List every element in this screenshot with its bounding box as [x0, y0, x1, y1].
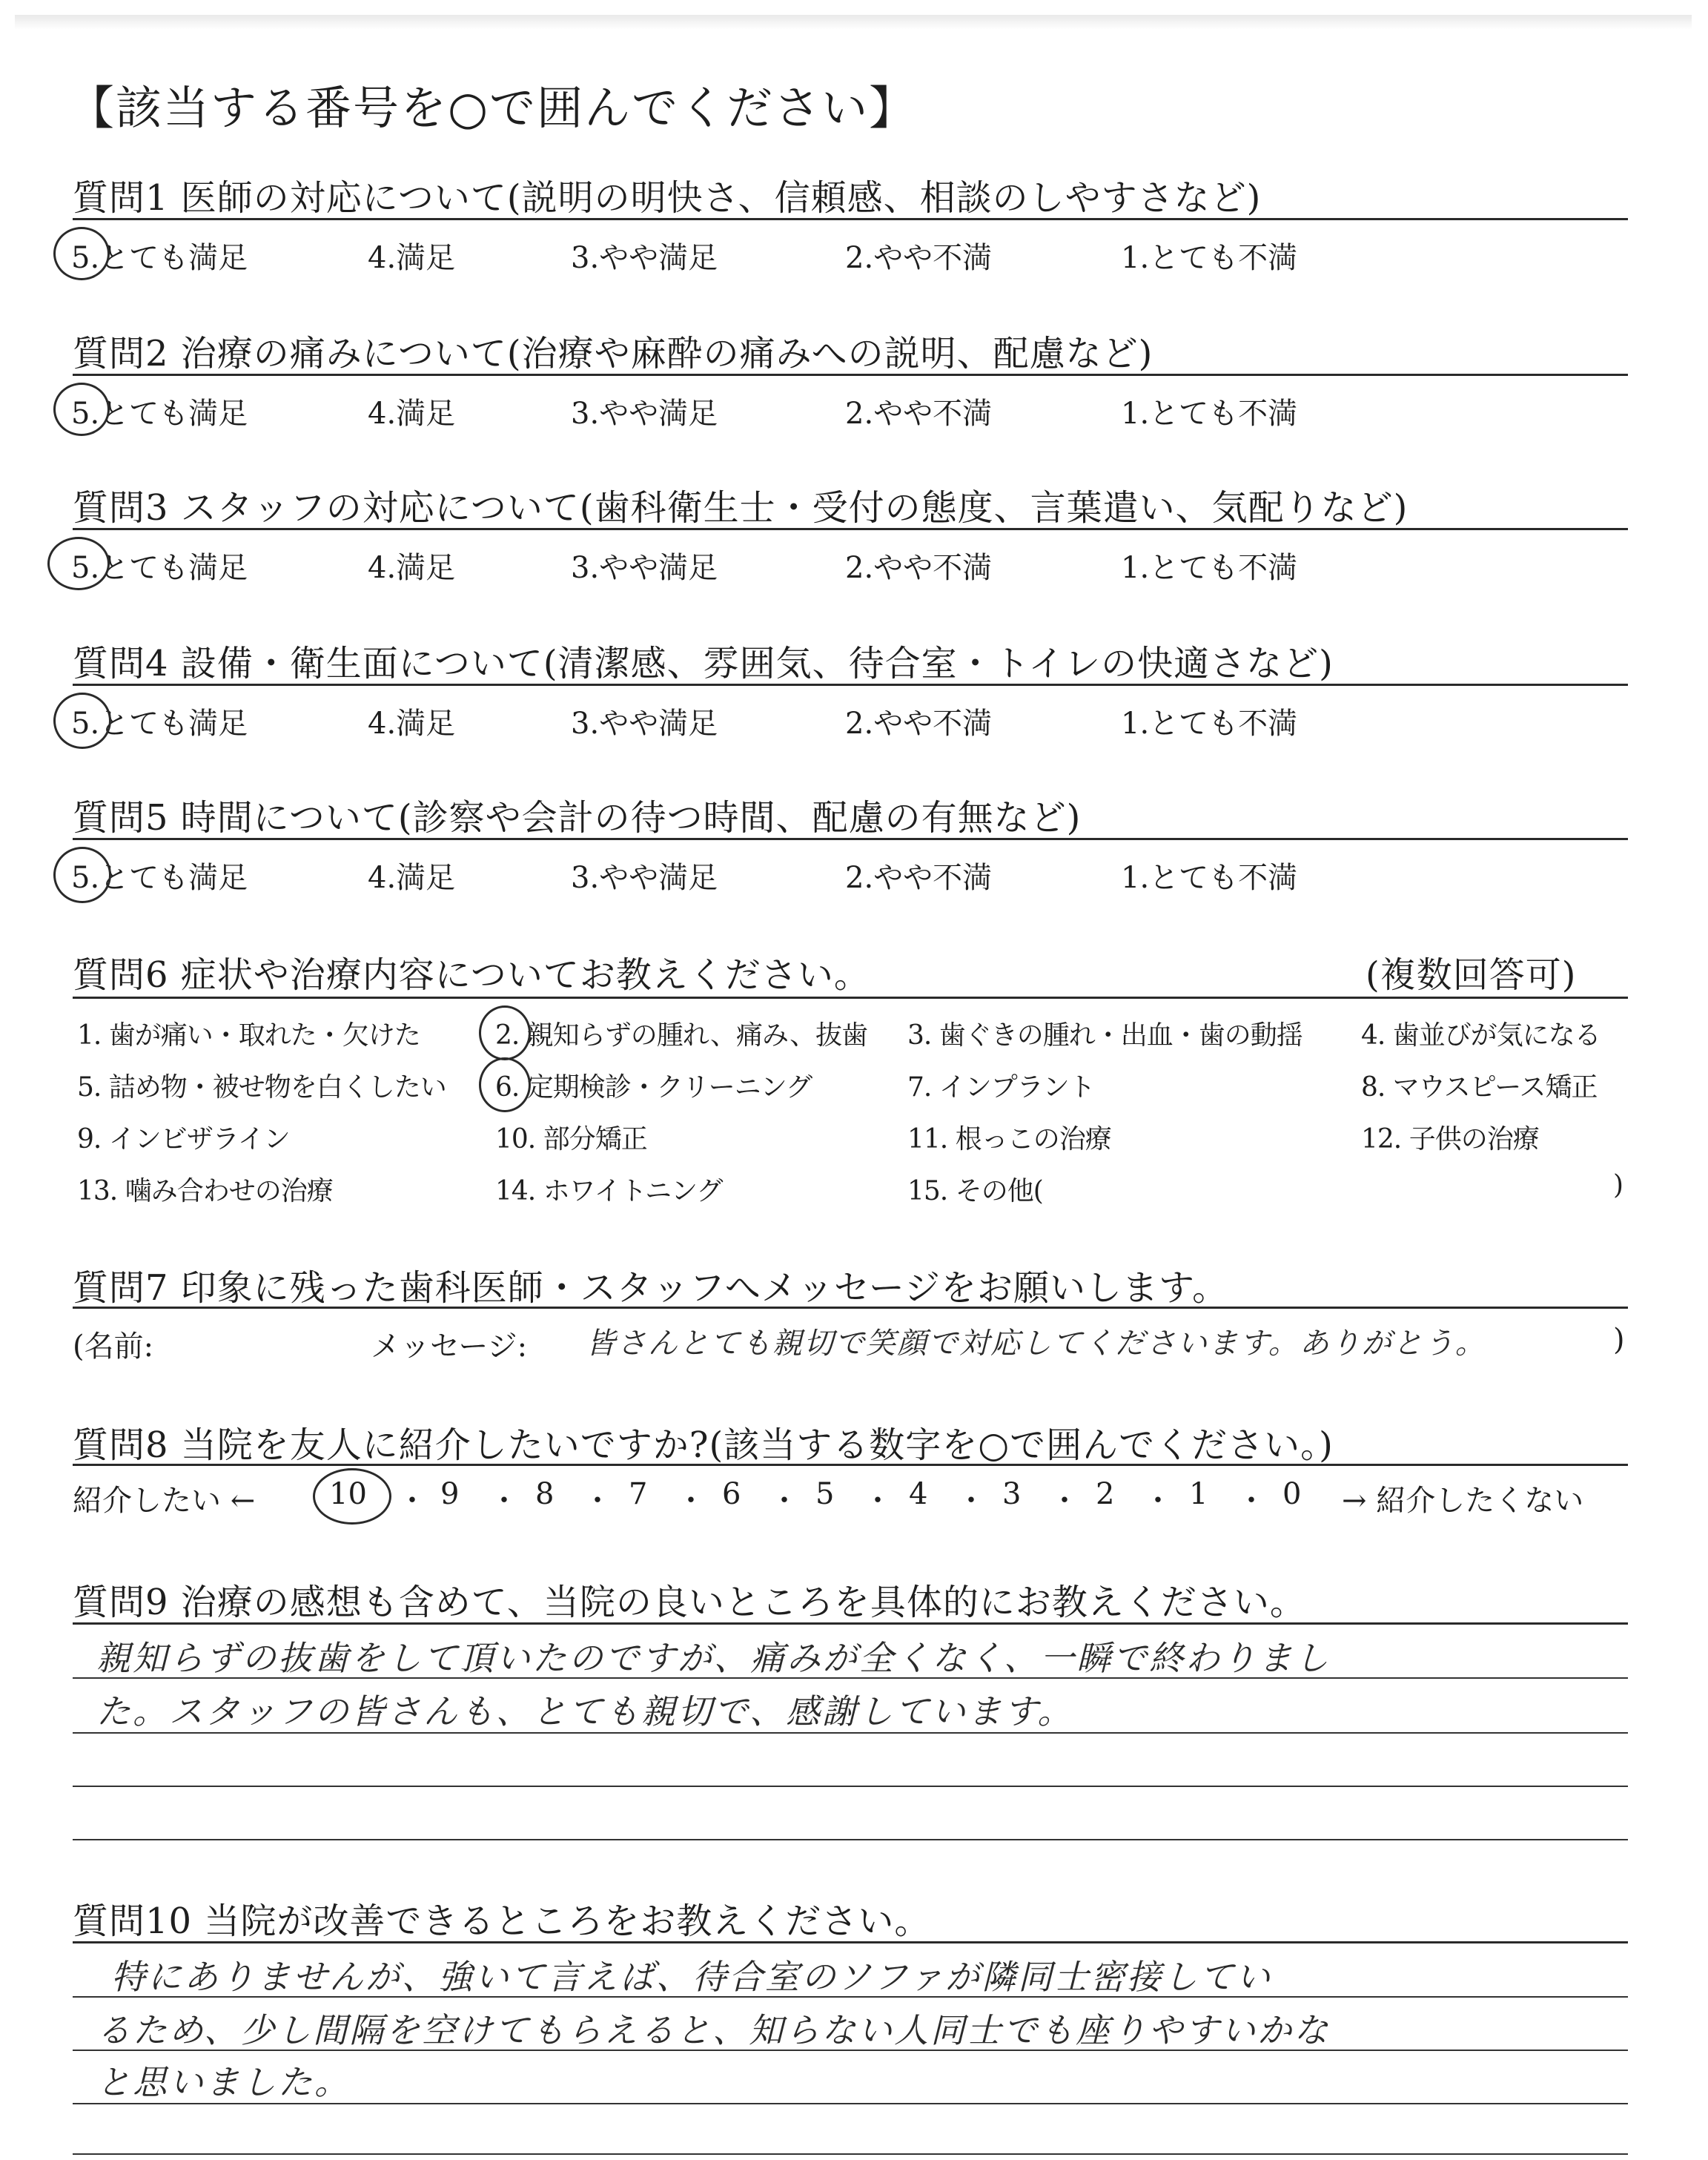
q4-option-3[interactable]: 3.やや満足	[571, 707, 718, 741]
q8-dot: ・	[489, 1484, 519, 1518]
question-6-title: 質問6 症状や治療内容についてお教えください。	[73, 954, 870, 996]
q4-selection-circle	[53, 693, 111, 749]
q10-writing-line	[73, 2103, 1628, 2104]
q9-writing-line	[73, 1732, 1628, 1734]
q9-writing-line	[73, 1786, 1628, 1787]
q2-option-3[interactable]: 3.やや満足	[571, 397, 718, 431]
question-7-rule	[73, 1307, 1628, 1309]
q10-answer-line-1: 特にありませんが、強いて言えば、待合室のソファが隣同士密接してい	[111, 1957, 1273, 1997]
question-9-rule	[73, 1622, 1628, 1625]
q5-option-3[interactable]: 3.やや満足	[571, 861, 718, 895]
q8-score-4[interactable]: 4	[909, 1477, 928, 1511]
question-1-title: 質問1 医師の対応について(説明の明快さ、信頼感、相談のしやすさなど)	[73, 177, 1262, 219]
q1-option-1[interactable]: 1.とても不満	[1121, 241, 1298, 275]
q6-selection-circle-6	[479, 1057, 531, 1112]
q6-selection-circle-2	[479, 1005, 531, 1060]
question-2-rule	[73, 374, 1628, 376]
question-5-rule	[73, 838, 1628, 840]
q5-option-1[interactable]: 1.とても不満	[1121, 861, 1298, 895]
q1-option-5[interactable]: 5.とても満足	[71, 241, 248, 275]
q4-option-2[interactable]: 2.やや不満	[845, 707, 993, 741]
q2-option-2[interactable]: 2.やや不満	[845, 397, 993, 431]
scan-edge	[15, 15, 1692, 30]
question-9-title: 質問9 治療の感想も含めて、当院の良いところを具体的にお教えください。	[73, 1582, 1306, 1623]
q6-option-6[interactable]: 6. 定期検診・クリーニング	[495, 1072, 812, 1103]
q8-score-5[interactable]: 5	[815, 1477, 835, 1511]
q6-option-9[interactable]: 9. インビザライン	[77, 1124, 290, 1155]
q8-dot: ・	[676, 1484, 706, 1518]
question-6-note: (複数回答可)	[1366, 954, 1577, 996]
q10-writing-line	[73, 2050, 1628, 2051]
question-7-title: 質問7 印象に残った歯科医師・スタッフへメッセージをお願いします。	[73, 1267, 1229, 1309]
question-6-rule	[73, 997, 1628, 999]
question-8-rule	[73, 1464, 1628, 1466]
q8-left-label: 紹介したい ←	[73, 1484, 256, 1518]
question-2-title: 質問2 治療の痛みについて(治療や麻酔の痛みへの説明、配慮など)	[73, 333, 1153, 374]
q8-score-7[interactable]: 7	[629, 1477, 648, 1511]
q8-score-1[interactable]: 1	[1189, 1477, 1208, 1511]
q3-option-1[interactable]: 1.とても不満	[1121, 551, 1298, 585]
question-10-rule	[73, 1941, 1628, 1943]
q8-score-9[interactable]: 9	[440, 1477, 460, 1511]
question-3-title: 質問3 スタッフの対応について(歯科衛生士・受付の態度、言葉遣い、気配りなど)	[73, 487, 1409, 529]
q8-score-0[interactable]: 0	[1282, 1477, 1302, 1511]
q3-option-2[interactable]: 2.やや不満	[845, 551, 993, 585]
question-8-title: 質問8 当院を友人に紹介したいですか?(該当する数字を○で囲んでください。)	[73, 1424, 1334, 1466]
q8-dot: ・	[769, 1484, 799, 1518]
q9-answer-line-2: た。スタッフの皆さんも、とても親切で、感謝しています。	[96, 1691, 1074, 1731]
q2-option-4[interactable]: 4.満足	[368, 397, 456, 431]
q3-option-4[interactable]: 4.満足	[368, 551, 456, 585]
q6-option-12[interactable]: 12. 子供の治療	[1361, 1124, 1539, 1155]
q6-option-2[interactable]: 2. 親知らずの腫れ、痛み、抜歯	[495, 1020, 868, 1051]
q9-writing-line	[73, 1839, 1628, 1840]
q8-score-6[interactable]: 6	[722, 1477, 741, 1511]
q3-option-3[interactable]: 3.やや満足	[571, 551, 718, 585]
question-4-rule	[73, 684, 1628, 686]
q6-option-8[interactable]: 8. マウスピース矯正	[1361, 1072, 1598, 1103]
question-1-rule	[73, 218, 1628, 220]
q9-answer-line-1: 親知らずの抜歯をして頂いたのですが、痛みが全くなく、一瞬で終わりまし	[96, 1638, 1331, 1678]
q7-message-label: メッセージ:	[371, 1330, 528, 1364]
question-4-title: 質問4 設備・衛生面について(清潔感、雰囲気、待合室・トイレの快適さなど)	[73, 643, 1334, 684]
q8-score-3[interactable]: 3	[1002, 1477, 1022, 1511]
q2-selection-circle	[53, 383, 110, 436]
q4-option-5[interactable]: 5.とても満足	[71, 707, 248, 741]
q8-score-10[interactable]: 10	[329, 1477, 367, 1511]
q8-score-8[interactable]: 8	[535, 1477, 555, 1511]
q6-option-7[interactable]: 7. インプラント	[907, 1072, 1095, 1103]
q6-option-10[interactable]: 10. 部分矯正	[495, 1124, 647, 1155]
q7-name-label: (名前:	[73, 1330, 154, 1364]
q1-option-4[interactable]: 4.満足	[368, 241, 456, 275]
q7-close-paren: )	[1613, 1323, 1625, 1357]
question-10-title: 質問10 当院が改善できるところをお教えください。	[73, 1900, 931, 1942]
q4-option-4[interactable]: 4.満足	[368, 707, 456, 741]
q8-dot: ・	[1050, 1484, 1079, 1518]
q6-option-5[interactable]: 5. 詰め物・被せ物を白くしたい	[77, 1072, 446, 1103]
q10-writing-line	[73, 2153, 1628, 2155]
q6-other-close-paren: )	[1613, 1170, 1623, 1200]
q5-option-5[interactable]: 5.とても満足	[71, 861, 248, 895]
q1-option-3[interactable]: 3.やや満足	[571, 241, 718, 275]
q8-dot: ・	[863, 1484, 893, 1518]
q5-option-4[interactable]: 4.満足	[368, 861, 456, 895]
q8-dot: ・	[1143, 1484, 1173, 1518]
q3-selection-circle	[47, 537, 110, 590]
q6-option-13[interactable]: 13. 噛み合わせの治療	[77, 1176, 333, 1206]
q2-option-5[interactable]: 5.とても満足	[71, 397, 248, 431]
q5-selection-circle	[53, 847, 111, 903]
q8-dot: ・	[583, 1484, 612, 1518]
q9-writing-line	[73, 1677, 1628, 1679]
q7-handwritten-message: 皆さんとても親切で笑顔で対応してくださいます。ありがとう。	[586, 1327, 1486, 1361]
q6-option-14[interactable]: 14. ホワイトニング	[495, 1176, 723, 1206]
q1-option-2[interactable]: 2.やや不満	[845, 241, 993, 275]
q8-selection-circle	[313, 1468, 391, 1525]
q6-option-1[interactable]: 1. 歯が痛い・取れた・欠けた	[77, 1020, 420, 1051]
q3-option-5[interactable]: 5.とても満足	[71, 551, 248, 585]
q6-option-3[interactable]: 3. 歯ぐきの腫れ・出血・歯の動揺	[907, 1020, 1302, 1051]
page-title: 【該当する番号を○で囲んでください】	[68, 81, 917, 135]
q10-writing-line	[73, 1996, 1628, 1998]
q5-option-2[interactable]: 2.やや不満	[845, 861, 993, 895]
q10-answer-line-2: るため、少し間隔を空けてもらえると、知らない人同士でも座りやすいかな	[96, 2010, 1331, 2050]
q2-option-1[interactable]: 1.とても不満	[1121, 397, 1298, 431]
q6-option-11[interactable]: 11. 根っこの治療	[907, 1124, 1111, 1155]
question-5-title: 質問5 時間について(診察や会計の待つ時間、配慮の有無など)	[73, 797, 1082, 839]
q8-right-label: → 紹介したくない	[1342, 1484, 1584, 1518]
question-3-rule	[73, 528, 1628, 530]
q8-dot: ・	[397, 1484, 427, 1518]
q10-answer-line-3: と思いました。	[96, 2062, 351, 2102]
q1-selection-circle	[53, 227, 110, 280]
q8-dot: ・	[956, 1484, 986, 1518]
q4-option-1[interactable]: 1.とても不満	[1121, 707, 1298, 741]
q8-dot: ・	[1237, 1484, 1266, 1518]
q6-option-15[interactable]: 15. その他(	[907, 1176, 1043, 1206]
q8-score-2[interactable]: 2	[1096, 1477, 1115, 1511]
q6-option-4[interactable]: 4. 歯並びが気になる	[1361, 1020, 1601, 1051]
